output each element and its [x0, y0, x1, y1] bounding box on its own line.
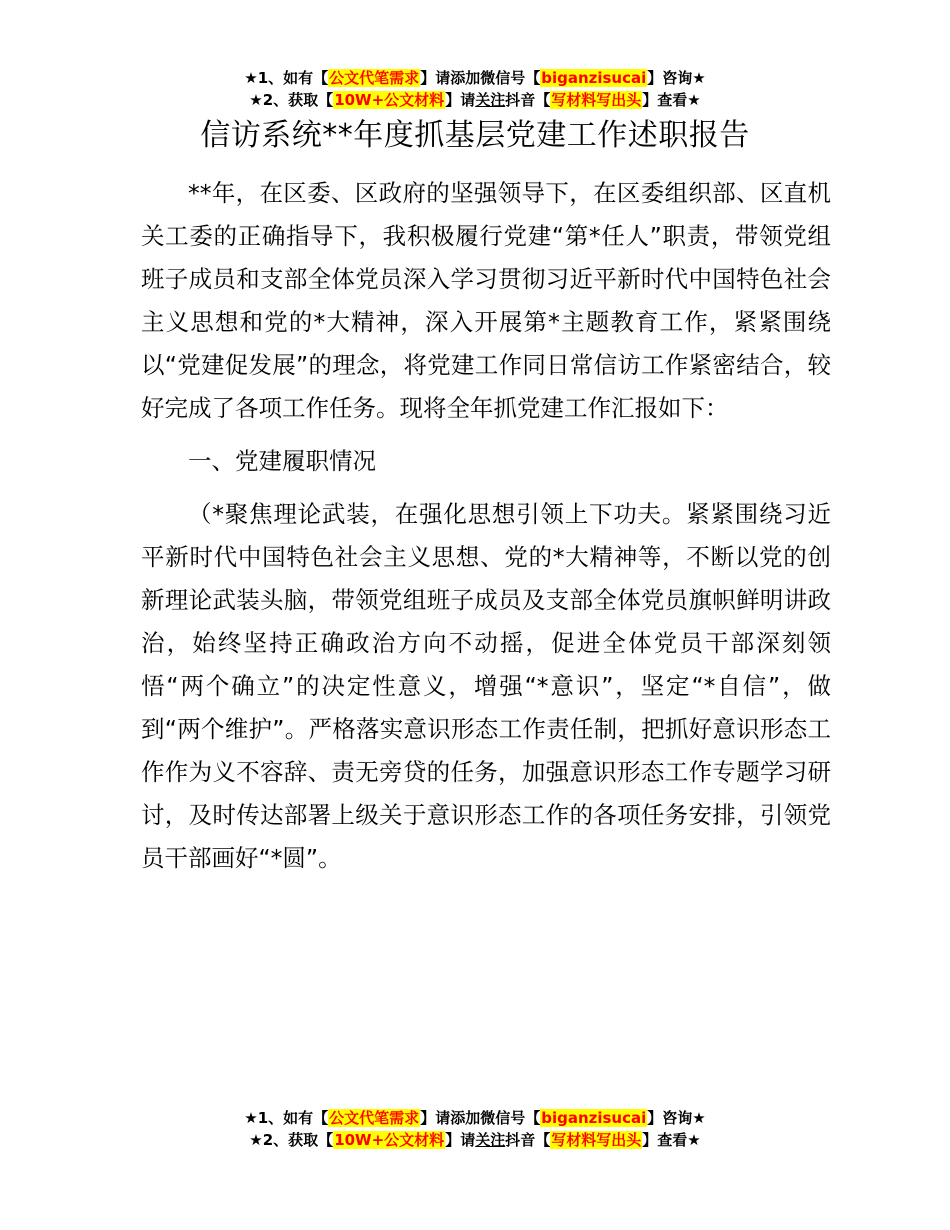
banner-line-2-mid-post: 抖音【 [505, 91, 551, 109]
banner-line-1 [0, 67, 950, 89]
highlight-materials: 10W+公文材料 [334, 91, 445, 109]
footer-line-2-suffix: 】查看★ [642, 1131, 701, 1149]
banner-line-2-mid-pre: 】请 [445, 91, 476, 109]
footer-line-1-prefix: ★1、如有【 [244, 1109, 329, 1127]
highlight-douyin-account: 写材料写出头 [551, 91, 642, 109]
footer-highlight-douyin-account: 写材料写出头 [551, 1131, 642, 1149]
footer-highlight-wechat-id: biganzisucai [541, 1109, 647, 1127]
banner-line-2-follow: 关注 [475, 91, 506, 109]
footer-banner-line-2 [0, 1129, 950, 1151]
paragraph-intro: **年，在区委、区政府的坚强领导下，在区委组织部、区直机关工委的正确指导下，我积极履行党建“第*任人”职责，带领党组班子成员和支部全体党员深入学习贯彻习近平新时代中国特色社会主义思想和党的*大精神，深入开展第*主题教育工作，紧紧围绕以“党建促发展”的理念，将党建工作同日常信访工作紧密结合，较好完成了各项工作任务。现将全年抓党建工作汇报如下： [141, 179, 831, 422]
footer-banner [0, 1107, 950, 1151]
footer-line-2-mid-post: 抖音【 [505, 1131, 551, 1149]
document-body [141, 172, 831, 880]
highlight-wechat-id: biganzisucai [541, 69, 647, 87]
banner-line-2-suffix: 】查看★ [642, 91, 701, 109]
banner-line-2 [0, 89, 950, 111]
banner-line-2-prefix: ★2、获取【 [249, 91, 334, 109]
footer-banner-line-1 [0, 1107, 950, 1129]
banner-line-1-mid: 】请添加微信号【 [420, 69, 541, 87]
section-heading-1: 一、党建履职情况 [188, 447, 376, 475]
footer-line-1-mid: 】请添加微信号【 [420, 1109, 541, 1127]
header-banner [0, 67, 950, 111]
footer-highlight-materials: 10W+公文材料 [334, 1131, 445, 1149]
paragraph-theory: （*聚焦理论武装，在强化思想引领上下功夫。紧紧围绕习近平新时代中国特色社会主义思想、党的*大精神等，不断以党的创新理论武装头脑，带领党组班子成员及支部全体党员旗帜鲜明讲政治，始终坚持正确政治方向不动摇，促进全体党员干部深刻领悟“两个确立”的决定性意义，增强“*意识”，坚定“*自信”，做到“两个维护”。严格落实意识形态工作责任制，把抓好意识形态工作作为义不容辞、责无旁贷的任务，加强意识形态工作专题学习研讨，及时传达部署上级关于意识形态工作的各项任务安排，引领党员干部画好“*圆”。 [141, 500, 831, 872]
footer-highlight-ghostwriting: 公文代笔需求 [329, 1109, 420, 1127]
highlight-ghostwriting: 公文代笔需求 [329, 69, 420, 87]
footer-line-2-mid-pre: 】请 [445, 1131, 476, 1149]
document-title: 信访系统**年度抓基层党建工作述职报告 [200, 118, 750, 153]
banner-line-1-prefix: ★1、如有【 [244, 69, 329, 87]
footer-line-1-suffix: 】咨询★ [647, 1109, 706, 1127]
footer-line-2-prefix: ★2、获取【 [249, 1131, 334, 1149]
footer-line-2-follow: 关注 [475, 1131, 506, 1149]
banner-line-1-suffix: 】咨询★ [647, 69, 706, 87]
